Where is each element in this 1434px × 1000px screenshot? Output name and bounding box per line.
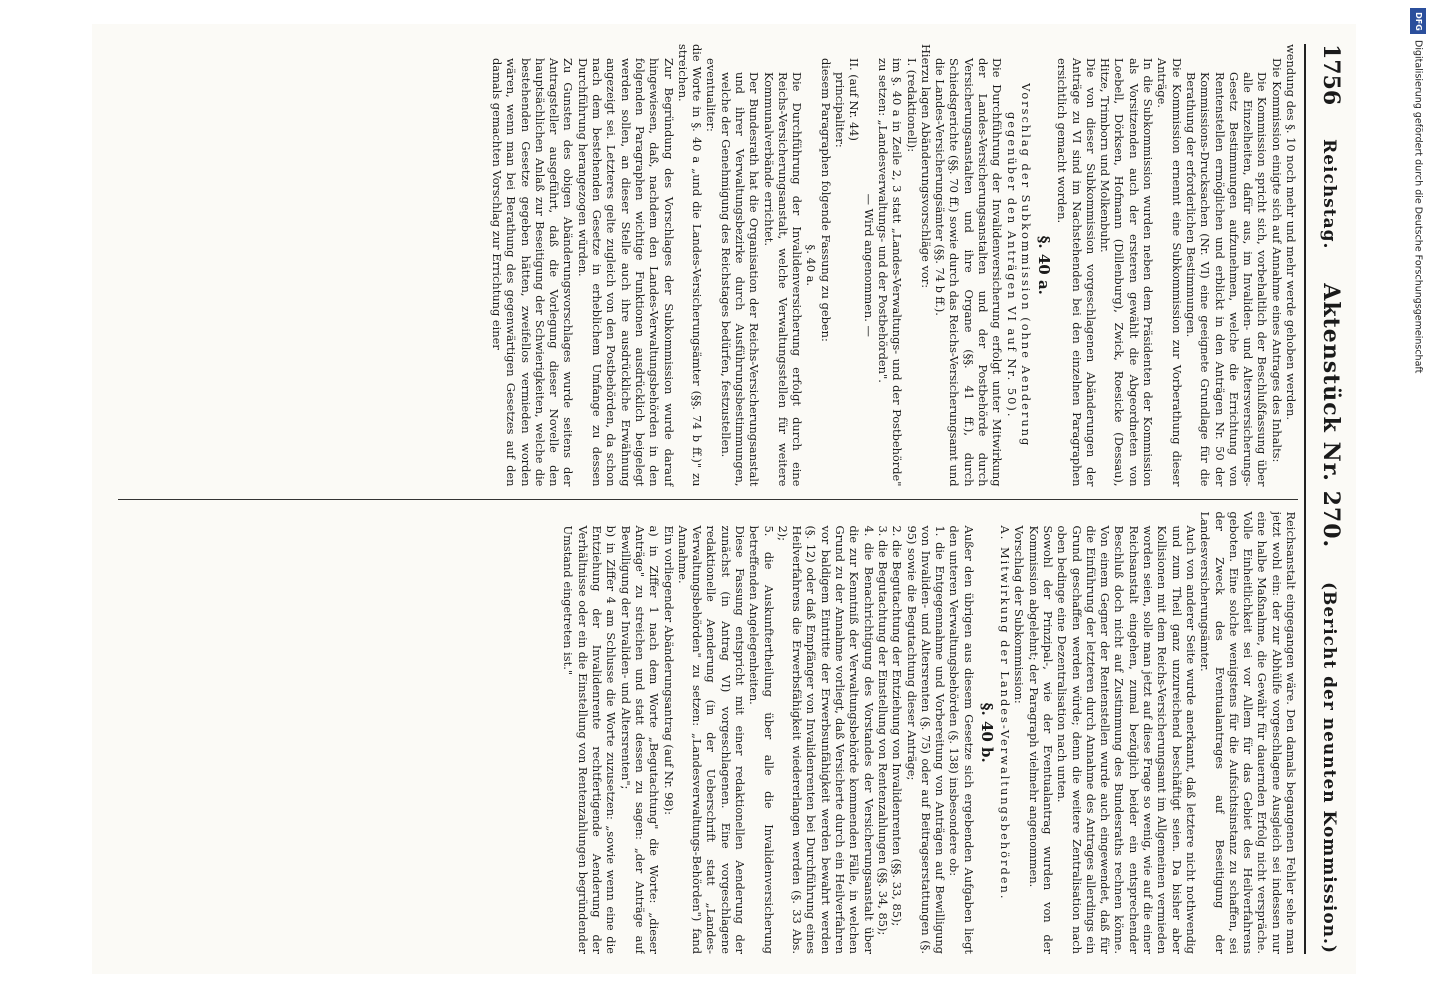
paragraph: Die Kommission ernennt eine Subkommission zur Vorberathung dieser Anträge. <box>1155 58 1184 487</box>
paragraph: wendung des §. 10 noch mehr und mehr werde gehoben werden. <box>1284 44 1298 420</box>
paragraph: Die Durchführung der Invalidenversicherung erfolgt unter Mitwirkung der Landes-Versicherungsanstalten und der Postbehörde durch Versicherungsanstalten und ihre Organe (§§. 41 ff.), durch Schiedsgerichte (§§. 70 ff.) sowie durch das Reichs-Versicherungsamt und die Landes-Versicherungsämter (§§. 74 b ff.). <box>933 58 1005 487</box>
paragraph: Zur Begründung des Vorschlages der Subkommission wurde darauf hingewiesen, daß, nachdem den Landes-Verwaltungsbehörden in den folgenden Paragraphen wichtige Funktionen ausdrücklich beigelegt werden sollen, an dieser Stelle auch ihre ausdrückliche Erwähnung angezeigt sei. Letzteres gelte zugleich von den Postbehörden, da schon nach dem bestehenden Gesetze in erheblichem Umfange zu dessen Durchführung herangezogen würden. <box>575 58 676 487</box>
digitization-note <box>1408 8 1428 992</box>
paragraph: Reichsanstalt eingegangen wäre. Den damals begangenen Fehler sehe man jetzt wohl ein: der zur Abhülfe vorgeschlagene Ausgleich sei indessen nur eine halbe Maßnahme, die Gewähr für dauernden Erfolg nicht verspräche. Volle Einheitlichkeit sei vor Allem für das Gebiet des Heilverfahrens geboten. Eine solche wenigstens für die Aufsichtsinstanz zu schaffen, sei der Zweck des Eventualantrages auf Beseitigung der Landesversicherungsämter. <box>1198 511 1298 954</box>
list-item: 1. die Entgegennahme und Vorbereitung von Anträgen auf Bewilligung von Invaliden- und Altersrenten (§. 75) oder auf Beitragserstattungen (§. 95) sowie die Begutachtung dieser Anträge; <box>904 525 948 954</box>
list-item: a) in Ziffer 1 nach dem Worte „Begutachtung" die Worte: „dieser Anträge" zu streichen und statt dessen zu sagen: „der Anträge auf Bewilligung der Invaliden- und Altersrenten"; <box>618 525 662 954</box>
paragraph: II. (auf Nr. 44) <box>847 58 862 141</box>
paragraph: Vorschlag der Subkommission: <box>1012 525 1027 704</box>
list-item: 3. die Begutachtung der Einstellung von Rentenzahlungen (§§. 34, 85); <box>875 525 890 936</box>
paragraph: Der Bundesrath hat die Organisation der Reichs-Versicherungsanstalt und ihrer Verwaltungsbezirke durch Ausführungsbestimmungen, welche der Genehmigung des Reichstages bedürfen, festzustellen. <box>718 72 762 487</box>
header-right-title: (Bericht der neunten Kommission.) <box>1319 582 1339 954</box>
paragraph: Die Kommission spricht sich, vorbehaltlich der Beschlußfassung über alle Einzelheiten, dafür aus, im Invaliden- und Altersversicherungs-Gesetz Bestimmungen aufzunehmen, welche die Errichtung von Rentenstellen ermöglichen und erblickt in den Anträgen Nr. 50 der Kommissions-Drucksachen (Nr. VI) eine geeignete Grundlage für die Berathung der erforderlichen Bestimmungen. <box>1183 72 1270 487</box>
page-number: 1756 <box>1318 44 1344 106</box>
paragraph: — Wird angenommen. — <box>861 193 876 337</box>
column-divider <box>118 499 1298 500</box>
right-column <box>118 511 1298 954</box>
section-heading: §. 40 a. <box>1034 235 1053 295</box>
scanned-page <box>92 24 1356 974</box>
left-column <box>118 44 1298 487</box>
list-item: b) in Ziffer 4 am Schlusse die Worte zuzusetzen: „sowie wenn eine die Entziehung der Invalidenrente rechtfertigende Aenderung der Verhältnisse oder ein die Einstellung von Rentenzahlungen begründender Umstand eingetreten ist." <box>561 525 619 954</box>
paragraph: In die Subkommission wurden neben dem Präsidenten der Kommission als Vorsitzenden auch der ersteren gewählt die Abgeordneten von Loebell, Dörksen, Hofmann (Dillenburg), Zwick, Roesicke (Dessau), Hitze, Trimborn und Molkenbuhr. <box>1098 58 1156 487</box>
paragraph: Sowohl der Prinzipal-, wie der Eventualantrag wurden von der Kommission abgelehnt; der Paragraph vielmehr angenommen. <box>1026 525 1055 954</box>
paragraph: Außer den übrigen aus diesem Gesetze sich ergebenden Aufgaben liegt den unteren Verwaltungsbehörden (§. 138) insbesondere ob: <box>947 525 976 954</box>
header-left-title: Reichstag. <box>1319 139 1339 250</box>
list-item: 2. die Begutachtung der Entziehung von Invalidenrenten (§§. 33, 85); <box>890 525 905 927</box>
list-item: 5. die Auskunftertheilung über alle die Invalidenversicherung betreffenden Angelegenheiten. <box>747 525 776 954</box>
paragraph: Die Durchführung der Invalidenversicherung erfolgt durch eine Reichs-Versicherungsanstalt, welche Verwaltungsstellen für weitere Kommunalverbände errichtet. <box>761 72 805 487</box>
paragraph: Ein vorliegender Abänderungsantrag (auf Nr. 98): <box>661 525 676 815</box>
paragraph: I. (redaktionell): <box>904 58 919 153</box>
header-center-title: Aktenstück Nr. 270. <box>1318 283 1344 549</box>
paragraph: principaliter: <box>833 72 848 148</box>
paragraph: eventualiter: <box>704 58 719 132</box>
list-item: 4. die Benachrichtigung des Vorstandes der Versicherungsanstalt über die zur Kenntniß der Verwaltungsbehörde kommenden Fälle, in welchen Grund zu der Annahme vorliegt, daß Versicherte durch ein Heilverfahren vor baldigem Eintritte der Erwerbsunfähigkeit werden bewahrt werden (§. 12) oder daß Empfänger von Invalidenrenten bei Durchführung eines Heilverfahrens die Erwerbsfähigkeit wiedererlangen werden (§. 33 Abs. 2); <box>775 525 876 954</box>
paragraph: Die von dieser Subkommission vorgeschlagenen Abänderungen der Anträge zu VI sind im Nachstehenden bei den einzelnen Paragraphen ersichtlich gemacht worden. <box>1055 58 1098 487</box>
paragraph: Hierzu lagen Abänderungsvorschläge vor: <box>918 44 933 289</box>
paragraph: A. Mitwirkung der Landes-Verwaltungsbehörden. <box>998 525 1013 901</box>
paragraph: die Worte in §. 40 a „und die Landes-Versicherungsämter (§§. 74 b ff.)" zu streichen. <box>675 44 705 487</box>
section-heading: §. 40 b. <box>977 702 996 763</box>
paragraph: §. 40 a. <box>804 244 819 286</box>
dfg-logo: DFG <box>1410 8 1426 34</box>
paragraph: Auch von anderer Seite wurde anerkannt, daß letztere nicht nothwendig und zum Theil ganz unzureichend beschäftigt seien. Da bisher aber Kollisionen mit dem Reichs-Versicherungsamt im Allgemeinen vermieden worden seien, solle man jetzt auf diese Frage so wenig, wie auf die einer Reichsanstalt eingehen, zumal bezüglich beider ein entsprechender Beschluß doch nicht auf Zustimmung des Bundesraths rechnen könne. Von einem Gegner der Rentenstellen wurde auch eingewendet, daß für die Einführung der letzteren durch Annahme des Antrages allerdings ein Grund geschaffen werden würde; denn die weitere Zentralisation nach oben bedinge eine Dezentralisation nach unten. <box>1055 525 1198 954</box>
paragraph: Zu Gunsten des obigen Abänderungsvorschlages wurde seitens der Antragsteller ausgeführt, daß die Vorlegung dieser Novelle den hauptsächlichen Anlaß zur Beseitigung der Schwierigkeiten, welche die bestehenden Gesetze gegeben hätten, zweifellos vermieden worden wären, wenn man bei Berathung des gegenwärtigen Gesetzes auf den damals gemachten Vorschlag zur Errichtung einer <box>489 58 576 487</box>
paragraph: Diese Fassung entspricht mit einer redaktionellen Aenderung der zunächst (in Antrag VI) vorgeschlagenen. Eine vorgeschlagene redaktionelle Aenderung (in der Ueberschrift statt „Landes-Verwaltungsbehörden" zu setzen: „Landesverwaltungs-Behörden") fand Annahme. <box>675 525 748 954</box>
paragraph: diesem Paragraphen folgende Fassung zu geben: <box>818 58 833 342</box>
page-header <box>1304 44 1344 954</box>
digitization-credit: Digitalisierung gefördert durch die Deutsche Forschungsgemeinschaft <box>1412 40 1424 374</box>
paragraph: Die Kommission einigte sich auf Annahme eines Antrages des Inhalts: <box>1269 58 1284 463</box>
paragraph: im §. 40 a in Zeile 2, 3 statt „Landes-Verwaltungs- und der Postbehörde" zu setzen: „Landesverwaltungs- und der Postbehörden". <box>875 58 905 487</box>
paragraph: Vorschlag der Subkommission (ohne Aenderung gegenüber den Anträgen VI auf Nr. 50). <box>1004 83 1033 448</box>
